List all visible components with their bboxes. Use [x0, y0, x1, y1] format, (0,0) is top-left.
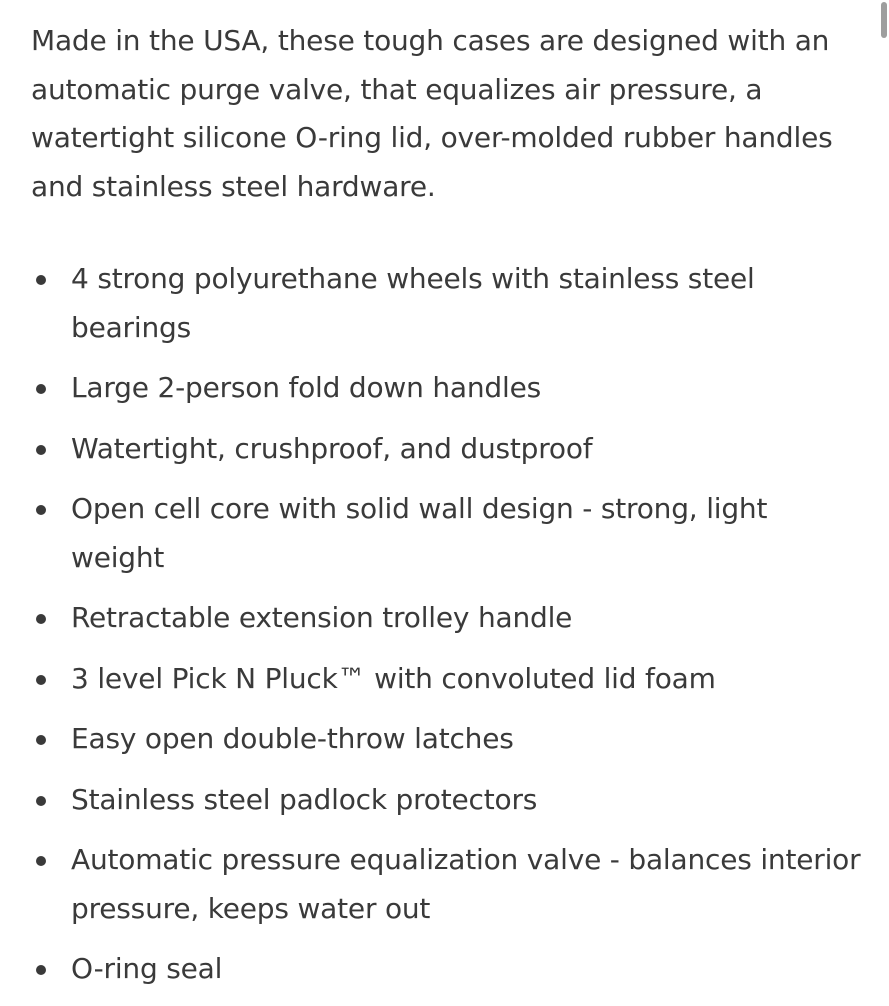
- list-item: Stainless steel padlock protectors: [31, 776, 861, 825]
- list-item: 3 level Pick N Pluck™ with convoluted lid foam: [31, 655, 861, 704]
- list-item: O-ring seal: [31, 945, 861, 994]
- list-item: Retractable extension trolley handle: [31, 594, 861, 643]
- scrollbar[interactable]: [879, 0, 889, 1000]
- intro-paragraph: Made in the USA, these tough cases are designed with an automatic purge valve, that equalizes air pressure, a watertight silicone O-ring lid, over-molded rubber handles and stainless steel hardware.: [31, 24, 833, 203]
- list-item: Large 2-person fold down handles: [31, 364, 861, 413]
- feature-list: [31, 255, 861, 994]
- product-description: [31, 17, 861, 1006]
- scrollbar-thumb[interactable]: [881, 2, 887, 38]
- list-item: 4 strong polyurethane wheels with stainless steel bearings: [31, 255, 861, 352]
- list-item: Watertight, crushproof, and dustproof: [31, 425, 861, 474]
- list-item: Open cell core with solid wall design - strong, light weight: [31, 485, 861, 582]
- list-item: Automatic pressure equalization valve - balances interior pressure, keeps water out: [31, 836, 861, 933]
- list-item: Easy open double-throw latches: [31, 715, 861, 764]
